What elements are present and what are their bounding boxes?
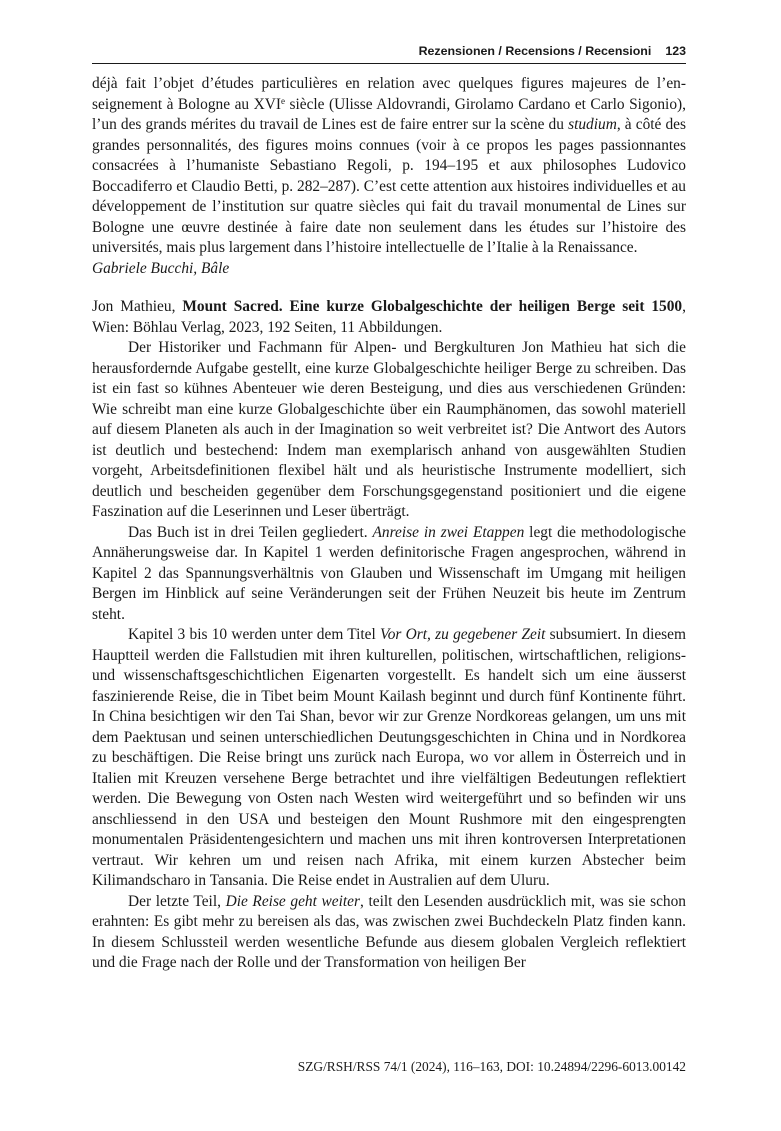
review-1-paragraph [92,74,686,259]
page-number: 123 [665,44,686,58]
review-2-paragraph-4 [92,892,686,974]
italic-term: studium [568,116,617,133]
review-2-paragraph-2 [92,523,686,626]
italic-section-title: Anreise in zwei Etappen [372,523,525,541]
book-title: Mount Sacred. Eine kurze Globalgeschichte der heiligen Berge seit 1500 [182,298,683,315]
review-2-citation [92,297,686,338]
review-separator [92,279,686,297]
body-text [92,74,686,974]
superscript: e [280,95,285,106]
text-run: , à côté des grandes personnalités, des figures moins connues (voir à ce propos les pages passionnantes consacrées à l’humaniste Sebastiano Regoli, p. 194–195 et aux philosophes Ludovico Boccadiferro et Claudio Betti, p. 282–287). C’est cette attention aux histoires individuelles et au développement de l’institution sur quatre siècles qui fait du travail monumental de Lines sur Bologne une œuvre destinée à faire date non seulement dans les études sur l’histoire des universités, mais plus largement dans l’histoire intellectuelle de l’Italie à la Renaissance. [92,116,686,256]
italic-section-title: Vor Ort, zu gegebener Zeit [380,626,546,643]
italic-section-title: Die Reise geht weiter [225,892,360,910]
text-run: subsumiert. In diesem Hauptteil werden die Fallstudien mit ihren kulturellen, politischen, wirtschaftlichen, religions- und wissenschaftsgeschichtlichen Eigenarten vorgestellt. Es handelt sich um eine äusserst faszinierende Reise, die in Tibet beim Mount Kailash beginnt und durch fünf Kontinente führt. In China besichtigen wir den Tai Shan, bevor wir zur Grenze Nordkoreas gelangen, um uns mit dem Paektusan und seinen unterschiedlichen Deutungsgeschichten in China und in Nordkorea zu beschäftigen. Die Reise bringt uns zurück nach Europa, wo vor allem in Österreich und in Italien mit Kreuzen versehene Berge betrachtet und ihre vielfältigen Bedeutungen reflektiert werden. Die Bewegung von Osten nach Westen wird weitergeführt und so befinden wir uns anschliessend in den USA und besteigen den Mount Rushmore mit den eingesprengten monumentalen Präsidentengesichtern und machen uns mit ihren kontroversen Interpretationen vertraut. Wir kehren um und reisen nach Afrika, mit einem kurzen Abstecher beim Kilimandscharo in Tansania. Die Reise endet in Australien auf dem Uluru. [92,626,686,889]
text-run: Kapitel 3 bis 10 werden unter dem Titel [128,626,381,643]
book-author: Jon Mathieu, [92,298,183,315]
header-rule [92,63,686,64]
publication-details: , Wien: Böhlau Verlag, 2023, 192 Seiten, 11 Abbildungen. [92,298,686,336]
running-header [92,44,686,58]
review-2-paragraph-3 [92,625,686,892]
text-run: Der letzte Teil, [128,892,226,910]
journal-citation-footer: SZG/RSH/RSS 74/1 (2024), 116–163, DOI: 10.24894/2296-6013.00142 [297,1059,686,1074]
text-run: siècle (Ulisse Aldovrandi, Girolamo Cardano et Carlo Sigonio), l’un des grands mérites du travail de Lines est de faire entrer sur la scène du [92,95,686,133]
text-run: , teilt den Lesenden ausdrücklich mit, was sie schon erahnten: Es gibt mehr zu bereisen als das, was zwischen zwei Buchdeckeln Platz finden kann. In diesem Schlussteil werden wesentliche Befunde aus diesem globalen Vergleich reflektiert und die Frage nach der Rolle und der Transformation von heiligen Ber [92,892,686,971]
text-run: déjà fait l’objet d’études particulières en relation avec quelques figures majeures de l’enseignement à Bologne au XVI [92,75,686,113]
text-run: legt die methodologische Annäherungsweise dar. In Kapitel 1 werden definitorische Fragen angesprochen, während in Kapitel 2 das Spannungsverhältnis von Glauben und Wissenschaft im Umgang mit heiligen Bergen im Hinblick auf seine Veränderungen seit der Frühen Neuzeit bis heute im Zentrum steht. [92,523,686,623]
reviewer-signature: Gabriele Bucchi, Bâle [92,259,230,277]
running-title: Rezensionen / Recensions / Recensioni [418,44,652,58]
review-2-paragraph-1: Der Historiker und Fachmann für Alpen- und Bergkulturen Jon Mathieu hat sich die herausfordernde Aufgabe gestellt, eine kurze Globalgeschichte heiliger Berge zu schreiben. Das ist ein fast so kühnes Abenteuer wie deren Besteigung, und dies aus verschiedenen Gründen: Wie schreibt man eine kurze Globalgeschichte über ein Raumphänomen, das sowohl materiell auf diesem Planeten als auch in der Imagination so weit verbreitet ist? Die Antwort des Autors ist deutlich und bestechend: Indem man exemplarisch anhand von ausgewählten Studien vorgeht, Arbeitsdefinitionen flexibel hält und als heuristische Instrumente modelliert, sich deutlich und bescheiden gegenüber dem Forschungsgegenstand positioniert und die eigene Faszination auf die Leserinnen und Leser überträgt. [92,339,686,520]
text-run: Das Buch ist in drei Teilen gegliedert. [128,523,373,541]
